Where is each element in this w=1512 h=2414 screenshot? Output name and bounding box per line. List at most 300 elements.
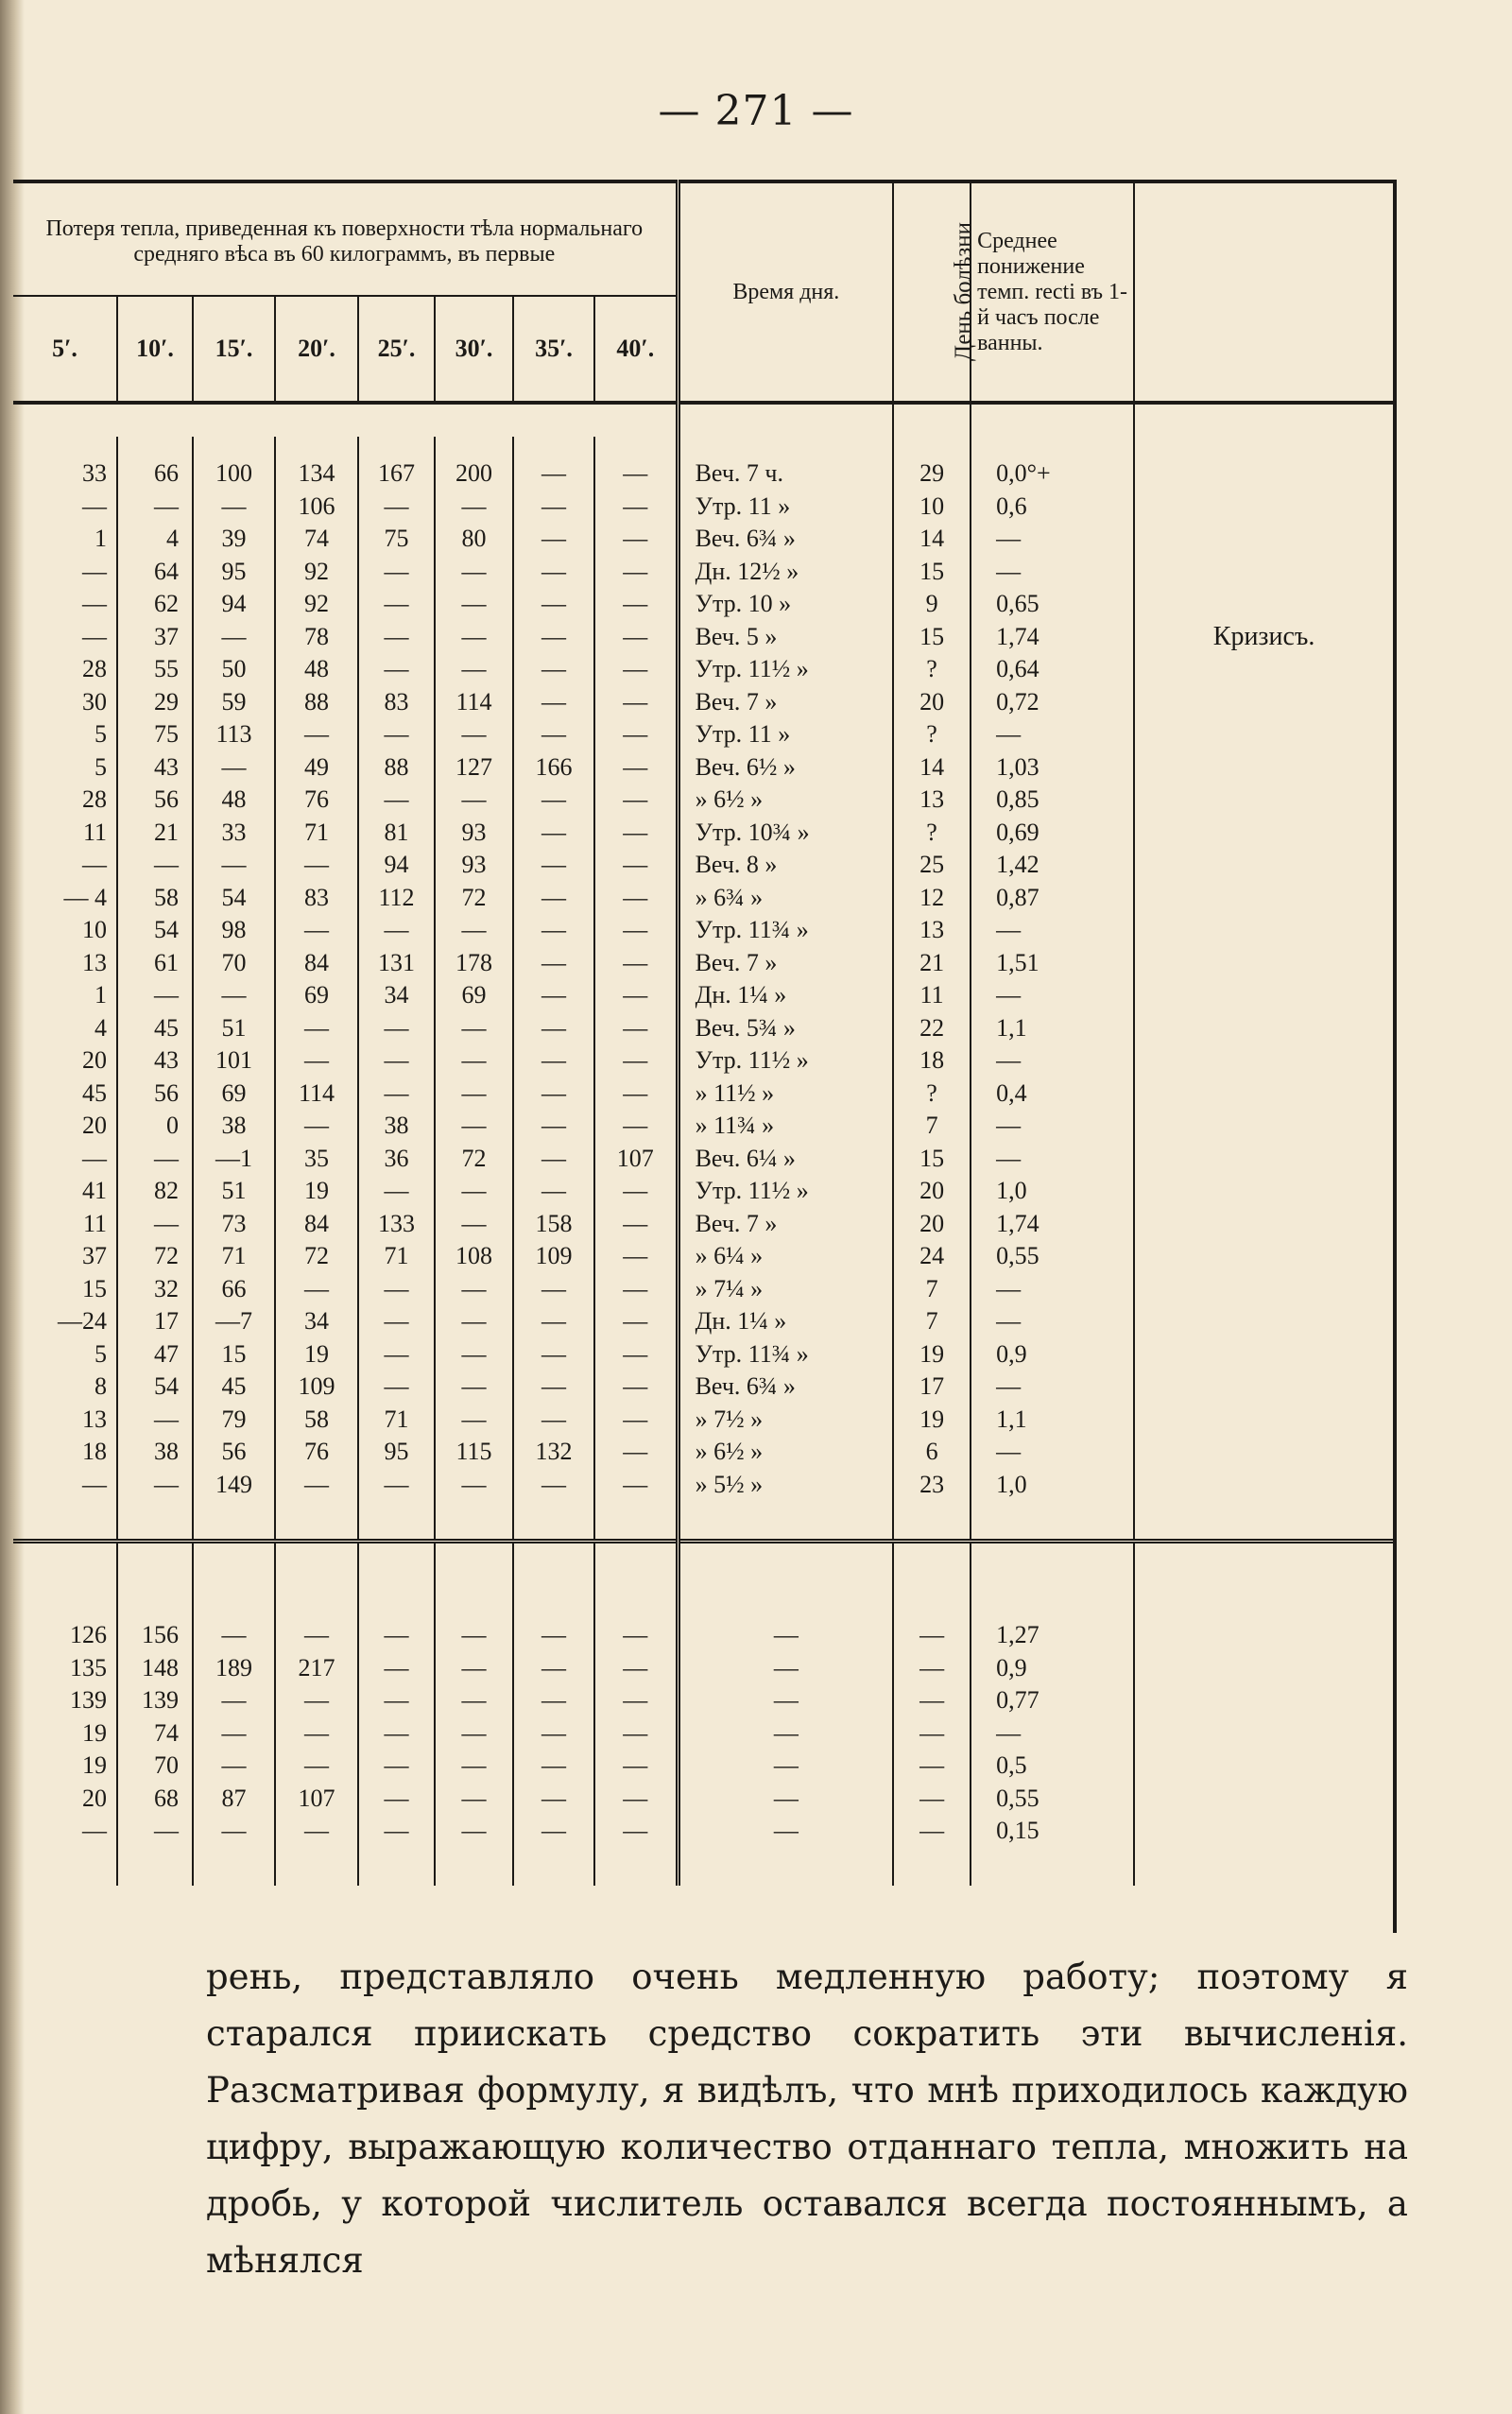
cell-minute-7: — bbox=[594, 1338, 678, 1371]
cell-minute-2: — bbox=[193, 621, 275, 654]
cell-minute-4: — bbox=[358, 1783, 435, 1816]
cell-temp-drop: — bbox=[971, 979, 1134, 1012]
cell-note bbox=[1134, 556, 1393, 589]
cell-minute-7: — bbox=[594, 556, 678, 589]
cell-day: 12 bbox=[893, 882, 971, 915]
table-row bbox=[13, 653, 1393, 686]
cell-temp-drop: — bbox=[971, 1717, 1134, 1750]
cell-minute-1: 70 bbox=[117, 1750, 193, 1783]
cell-minute-4: 88 bbox=[358, 751, 435, 785]
cell-minute-5: 72 bbox=[435, 882, 513, 915]
cell-minute-5: — bbox=[435, 588, 513, 621]
cell-minute-3: 92 bbox=[275, 588, 358, 621]
cell-minute-1: 82 bbox=[117, 1175, 193, 1208]
cell-minute-3: — bbox=[275, 1717, 358, 1750]
cell-minute-2: 51 bbox=[193, 1012, 275, 1045]
table-body-second bbox=[13, 1542, 1393, 1886]
cell-day: 11 bbox=[893, 979, 971, 1012]
cell-time: Утр. 11 » bbox=[678, 718, 893, 751]
cell-minute-1: 148 bbox=[117, 1652, 193, 1685]
cell-day: — bbox=[893, 1750, 971, 1783]
cell-minute-3: 106 bbox=[275, 491, 358, 524]
cell-minute-7: — bbox=[594, 1044, 678, 1078]
cell-minute-2: 100 bbox=[193, 457, 275, 491]
cell-minute-4: — bbox=[358, 1338, 435, 1371]
cell-minute-6: — bbox=[513, 1619, 594, 1652]
minute-header-2: 15′. bbox=[193, 296, 275, 403]
cell-minute-0: 11 bbox=[82, 818, 107, 846]
cell-time: Дн. 12½ » bbox=[678, 556, 893, 589]
cell-time: Веч. 5 » bbox=[678, 621, 893, 654]
cell-minute-3: — bbox=[275, 718, 358, 751]
cell-minute-7: — bbox=[594, 979, 678, 1012]
cell-minute-6: 158 bbox=[513, 1208, 594, 1241]
cell-time: » 6¼ » bbox=[678, 1240, 893, 1273]
cell-minute-1: — bbox=[117, 491, 193, 524]
cell-minute-5: — bbox=[435, 1469, 513, 1502]
cell-day: 20 bbox=[893, 1208, 971, 1241]
cell-note bbox=[1134, 588, 1393, 621]
row-spacer-end bbox=[13, 1848, 1393, 1886]
cell-minute-3: — bbox=[275, 914, 358, 947]
table-row bbox=[13, 1717, 1393, 1750]
table-row bbox=[13, 1815, 1393, 1848]
table-row bbox=[13, 1078, 1393, 1111]
cell-day: ? bbox=[893, 1078, 971, 1111]
cell-minute-1: 62 bbox=[117, 588, 193, 621]
cell-minute-7: — bbox=[594, 1717, 678, 1750]
cell-minute-1: 68 bbox=[117, 1783, 193, 1816]
cell-minute-1: 56 bbox=[117, 784, 193, 817]
cell-minute-0: 19 bbox=[82, 1751, 107, 1780]
cell-minute-1: 54 bbox=[117, 1371, 193, 1404]
cell-time: Веч. 7 » bbox=[678, 947, 893, 980]
cell-minute-1: 29 bbox=[117, 686, 193, 719]
table-row bbox=[13, 1469, 1393, 1502]
cell-day: 14 bbox=[893, 523, 971, 556]
cell-time: Дн. 1¼ » bbox=[678, 979, 893, 1012]
cell-minute-4: — bbox=[358, 1175, 435, 1208]
cell-minute-2: 66 bbox=[193, 1273, 275, 1306]
cell-minute-6: — bbox=[513, 1404, 594, 1437]
data-table bbox=[13, 180, 1393, 1933]
cell-temp-drop: 1,0 bbox=[971, 1469, 1134, 1502]
cell-minute-4: 36 bbox=[358, 1143, 435, 1176]
cell-minute-2: 51 bbox=[193, 1175, 275, 1208]
cell-temp-drop: 0,87 bbox=[971, 882, 1134, 915]
cell-minute-5: — bbox=[435, 1750, 513, 1783]
cell-minute-5: — bbox=[435, 1012, 513, 1045]
cell-time: » 7¼ » bbox=[678, 1273, 893, 1306]
table-right-frame bbox=[1393, 180, 1397, 1933]
cell-minute-5: 178 bbox=[435, 947, 513, 980]
cell-note bbox=[1134, 784, 1393, 817]
cell-minute-3: 71 bbox=[275, 817, 358, 850]
cell-time: — bbox=[678, 1815, 893, 1848]
cell-time: » 11¾ » bbox=[678, 1110, 893, 1143]
cell-temp-drop: 0,6 bbox=[971, 491, 1134, 524]
table-row bbox=[13, 1110, 1393, 1143]
cell-minute-2: — bbox=[193, 1717, 275, 1750]
cell-temp-drop: — bbox=[971, 1044, 1134, 1078]
cell-minute-2: 39 bbox=[193, 523, 275, 556]
minute-header-5: 30′. bbox=[435, 296, 513, 403]
cell-minute-3: — bbox=[275, 1469, 358, 1502]
cell-note bbox=[1134, 979, 1393, 1012]
cell-minute-4: 167 bbox=[358, 457, 435, 491]
cell-minute-6: — bbox=[513, 1371, 594, 1404]
cell-minute-4: — bbox=[358, 1371, 435, 1404]
cell-temp-drop: — bbox=[971, 1436, 1134, 1469]
cell-minute-4: — bbox=[358, 1717, 435, 1750]
table-row bbox=[13, 1338, 1393, 1371]
cell-minute-5: — bbox=[435, 1371, 513, 1404]
table-row bbox=[13, 556, 1393, 589]
cell-minute-5: — bbox=[435, 1815, 513, 1848]
cell-time: — bbox=[678, 1619, 893, 1652]
minute-header-7: 40′. bbox=[594, 296, 678, 403]
cell-minute-6: — bbox=[513, 849, 594, 882]
cell-minute-0: 28 bbox=[82, 655, 107, 683]
cell-minute-4: 133 bbox=[358, 1208, 435, 1241]
cell-minute-6: — bbox=[513, 556, 594, 589]
table-row bbox=[13, 588, 1393, 621]
table-row bbox=[13, 914, 1393, 947]
cell-minute-0: 8 bbox=[94, 1372, 107, 1401]
cell-time: » 6½ » bbox=[678, 784, 893, 817]
header-day-of-illness bbox=[893, 181, 977, 403]
cell-minute-5: — bbox=[435, 784, 513, 817]
table-row bbox=[13, 784, 1393, 817]
cell-time: — bbox=[678, 1652, 893, 1685]
cell-minute-3: 48 bbox=[275, 653, 358, 686]
cell-minute-5: — bbox=[435, 1110, 513, 1143]
cell-note bbox=[1134, 1652, 1393, 1685]
cell-minute-6: — bbox=[513, 1684, 594, 1717]
cell-temp-drop: — bbox=[971, 556, 1134, 589]
cell-temp-drop: — bbox=[971, 914, 1134, 947]
cell-minute-4: 112 bbox=[358, 882, 435, 915]
cell-minute-7: — bbox=[594, 1240, 678, 1273]
cell-minute-7: — bbox=[594, 653, 678, 686]
cell-minute-0: — bbox=[82, 1817, 107, 1845]
cell-minute-5: — bbox=[435, 1652, 513, 1685]
cell-time: » 6½ » bbox=[678, 1436, 893, 1469]
cell-minute-0: 30 bbox=[82, 687, 107, 716]
cell-minute-6: — bbox=[513, 1078, 594, 1111]
table-row bbox=[13, 1404, 1393, 1437]
cell-time: Утр. 11¾ » bbox=[678, 914, 893, 947]
cell-note bbox=[1134, 523, 1393, 556]
cell-minute-5: 72 bbox=[435, 1143, 513, 1176]
cell-minute-5: 108 bbox=[435, 1240, 513, 1273]
cell-minute-4: — bbox=[358, 1012, 435, 1045]
cell-day: 18 bbox=[893, 1044, 971, 1078]
cell-day: 15 bbox=[893, 556, 971, 589]
cell-day: 17 bbox=[893, 1371, 971, 1404]
cell-minute-2: 33 bbox=[193, 817, 275, 850]
cell-temp-drop: 1,74 bbox=[971, 1208, 1134, 1241]
cell-minute-5: — bbox=[435, 914, 513, 947]
cell-minute-6: — bbox=[513, 1273, 594, 1306]
cell-minute-1: 38 bbox=[117, 1436, 193, 1469]
cell-minute-2: — bbox=[193, 979, 275, 1012]
cell-time: Утр. 11½ » bbox=[678, 1044, 893, 1078]
cell-minute-4: — bbox=[358, 491, 435, 524]
cell-minute-6: — bbox=[513, 914, 594, 947]
cell-temp-drop: 0,55 bbox=[971, 1240, 1134, 1273]
cell-day: 7 bbox=[893, 1305, 971, 1338]
cell-day: 19 bbox=[893, 1404, 971, 1437]
table-row bbox=[13, 1750, 1393, 1783]
cell-temp-drop: 1,1 bbox=[971, 1404, 1134, 1437]
cell-minute-6: 166 bbox=[513, 751, 594, 785]
cell-minute-3: 19 bbox=[275, 1175, 358, 1208]
cell-minute-2: — bbox=[193, 1750, 275, 1783]
cell-minute-4: — bbox=[358, 1469, 435, 1502]
header-temp-drop: Среднее понижение темп. recti въ 1-й часъ после ванны. bbox=[971, 181, 1134, 403]
cell-temp-drop: — bbox=[971, 1305, 1134, 1338]
cell-minute-1: 54 bbox=[117, 914, 193, 947]
table-row bbox=[13, 1783, 1393, 1816]
cell-day: 6 bbox=[893, 1436, 971, 1469]
table-row bbox=[13, 817, 1393, 850]
cell-minute-7: — bbox=[594, 1175, 678, 1208]
cell-note bbox=[1134, 1012, 1393, 1045]
cell-temp-drop: 1,74 bbox=[971, 621, 1134, 654]
cell-minute-5: — bbox=[435, 491, 513, 524]
cell-minute-1: 66 bbox=[117, 457, 193, 491]
cell-minute-6: — bbox=[513, 1012, 594, 1045]
cell-note: Кризисъ. bbox=[1134, 621, 1393, 654]
cell-minute-4: 71 bbox=[358, 1404, 435, 1437]
cell-temp-drop: 0,15 bbox=[971, 1815, 1134, 1848]
table-row bbox=[13, 1044, 1393, 1078]
cell-temp-drop: — bbox=[971, 718, 1134, 751]
cell-day: 13 bbox=[893, 914, 971, 947]
cell-temp-drop: 0,9 bbox=[971, 1338, 1134, 1371]
cell-minute-6: — bbox=[513, 947, 594, 980]
cell-minute-6: — bbox=[513, 1469, 594, 1502]
cell-note bbox=[1134, 1208, 1393, 1241]
cell-minute-3: — bbox=[275, 1619, 358, 1652]
cell-minute-4: — bbox=[358, 556, 435, 589]
cell-minute-7: — bbox=[594, 914, 678, 947]
cell-minute-3: 107 bbox=[275, 1783, 358, 1816]
cell-minute-0: 18 bbox=[82, 1438, 107, 1466]
cell-minute-7: — bbox=[594, 751, 678, 785]
minute-header-3: 20′. bbox=[275, 296, 358, 403]
cell-minute-2: — bbox=[193, 1619, 275, 1652]
cell-minute-2: 70 bbox=[193, 947, 275, 980]
cell-minute-0: 5 bbox=[94, 752, 107, 781]
cell-temp-drop: 1,42 bbox=[971, 849, 1134, 882]
minute-header-4: 25′. bbox=[358, 296, 435, 403]
cell-minute-1: 21 bbox=[117, 817, 193, 850]
cell-minute-4: 94 bbox=[358, 849, 435, 882]
cell-minute-0: 5 bbox=[94, 1339, 107, 1368]
cell-minute-1: 75 bbox=[117, 718, 193, 751]
cell-minute-7: — bbox=[594, 1273, 678, 1306]
cell-minute-7: — bbox=[594, 686, 678, 719]
cell-minute-3: 76 bbox=[275, 784, 358, 817]
cell-minute-6: — bbox=[513, 491, 594, 524]
cell-note bbox=[1134, 947, 1393, 980]
cell-minute-2: 113 bbox=[193, 718, 275, 751]
table-row bbox=[13, 686, 1393, 719]
cell-minute-6: — bbox=[513, 523, 594, 556]
cell-day: 20 bbox=[893, 686, 971, 719]
cell-note bbox=[1134, 1619, 1393, 1652]
cell-minute-4: — bbox=[358, 653, 435, 686]
cell-minute-0: — bbox=[82, 557, 107, 585]
header-notes bbox=[1134, 181, 1393, 403]
cell-day: 15 bbox=[893, 621, 971, 654]
cell-minute-3: 69 bbox=[275, 979, 358, 1012]
cell-temp-drop: 0,9 bbox=[971, 1652, 1134, 1685]
cell-time: — bbox=[678, 1684, 893, 1717]
cell-minute-2: 149 bbox=[193, 1469, 275, 1502]
cell-minute-3: 84 bbox=[275, 947, 358, 980]
cell-note bbox=[1134, 1143, 1393, 1176]
cell-minute-6: — bbox=[513, 1175, 594, 1208]
cell-minute-2: 189 bbox=[193, 1652, 275, 1685]
cell-day: ? bbox=[893, 653, 971, 686]
cell-minute-6: — bbox=[513, 653, 594, 686]
cell-minute-7: — bbox=[594, 849, 678, 882]
cell-day: 23 bbox=[893, 1469, 971, 1502]
cell-minute-0: 1 bbox=[94, 525, 107, 553]
cell-minute-7: — bbox=[594, 1305, 678, 1338]
cell-note bbox=[1134, 1175, 1393, 1208]
cell-minute-2: — bbox=[193, 751, 275, 785]
page-number: — 271 — bbox=[658, 87, 854, 135]
table-row bbox=[13, 1436, 1393, 1469]
cell-minute-6: — bbox=[513, 784, 594, 817]
cell-minute-2: 98 bbox=[193, 914, 275, 947]
cell-minute-3: 34 bbox=[275, 1305, 358, 1338]
cell-note bbox=[1134, 1717, 1393, 1750]
cell-minute-3: — bbox=[275, 1012, 358, 1045]
cell-minute-5: 69 bbox=[435, 979, 513, 1012]
cell-temp-drop: 0,72 bbox=[971, 686, 1134, 719]
cell-minute-1: — bbox=[117, 849, 193, 882]
cell-minute-1: — bbox=[117, 1815, 193, 1848]
cell-minute-3: 49 bbox=[275, 751, 358, 785]
cell-minute-0: — bbox=[82, 590, 107, 618]
cell-temp-drop: 0,64 bbox=[971, 653, 1134, 686]
cell-time: Веч. 5¾ » bbox=[678, 1012, 893, 1045]
cell-minute-7: — bbox=[594, 457, 678, 491]
heat-loss-table bbox=[13, 180, 1393, 1886]
cell-minute-1: 37 bbox=[117, 621, 193, 654]
cell-minute-1: 74 bbox=[117, 1717, 193, 1750]
cell-note bbox=[1134, 1110, 1393, 1143]
cell-minute-6: — bbox=[513, 1750, 594, 1783]
cell-minute-4: — bbox=[358, 621, 435, 654]
cell-minute-4: — bbox=[358, 1273, 435, 1306]
cell-minute-7: — bbox=[594, 1815, 678, 1848]
cell-time: Утр. 11½ » bbox=[678, 1175, 893, 1208]
cell-minute-5: — bbox=[435, 1783, 513, 1816]
cell-minute-7: — bbox=[594, 1436, 678, 1469]
cell-minute-0: 126 bbox=[70, 1621, 107, 1649]
cell-note bbox=[1134, 1078, 1393, 1111]
cell-minute-1: 156 bbox=[117, 1619, 193, 1652]
cell-minute-7: — bbox=[594, 947, 678, 980]
cell-minute-3: — bbox=[275, 849, 358, 882]
cell-minute-3: 76 bbox=[275, 1436, 358, 1469]
cell-minute-4: 83 bbox=[358, 686, 435, 719]
cell-day: — bbox=[893, 1684, 971, 1717]
cell-day: ? bbox=[893, 817, 971, 850]
cell-minute-7: — bbox=[594, 523, 678, 556]
table-row bbox=[13, 1012, 1393, 1045]
cell-temp-drop: 1,1 bbox=[971, 1012, 1134, 1045]
cell-minute-6: — bbox=[513, 588, 594, 621]
cell-time: Дн. 1¼ » bbox=[678, 1305, 893, 1338]
cell-note bbox=[1134, 491, 1393, 524]
cell-time: » 5½ » bbox=[678, 1469, 893, 1502]
cell-minute-6: 109 bbox=[513, 1240, 594, 1273]
body-text: рень, представляло очень медленную работу; поэтому я старался приискать средство сократить эти вычисленія. Разсматривая формулу, я видѣлъ, что мнѣ приходилось каждую цифру, выражающую количество отданнаго тепла, множить на дробь, у которой числитель оставался всегда постояннымъ, а мѣнялся bbox=[206, 1957, 1408, 2281]
cell-minute-0: — 4 bbox=[63, 883, 107, 911]
cell-minute-5: 93 bbox=[435, 817, 513, 850]
table-row bbox=[13, 1175, 1393, 1208]
table-row bbox=[13, 1684, 1393, 1717]
cell-minute-7: 107 bbox=[594, 1143, 678, 1176]
cell-time: Веч. 6½ » bbox=[678, 751, 893, 785]
table-row bbox=[13, 491, 1393, 524]
cell-minute-3: 72 bbox=[275, 1240, 358, 1273]
cell-minute-0: — bbox=[82, 851, 107, 879]
cell-time: Веч. 8 » bbox=[678, 849, 893, 882]
cell-minute-0: 135 bbox=[70, 1653, 107, 1681]
cell-minute-7: — bbox=[594, 1110, 678, 1143]
cell-minute-7: — bbox=[594, 621, 678, 654]
cell-minute-6: — bbox=[513, 1044, 594, 1078]
cell-temp-drop: 0,0°+ bbox=[971, 457, 1134, 491]
cell-minute-7: — bbox=[594, 491, 678, 524]
table-row bbox=[13, 1305, 1393, 1338]
cell-minute-1: 64 bbox=[117, 556, 193, 589]
table-row bbox=[13, 523, 1393, 556]
cell-minute-1: 32 bbox=[117, 1273, 193, 1306]
cell-minute-3: — bbox=[275, 1044, 358, 1078]
cell-note bbox=[1134, 1815, 1393, 1848]
cell-minute-1: — bbox=[117, 1469, 193, 1502]
cell-note bbox=[1134, 914, 1393, 947]
minute-header-6: 35′. bbox=[513, 296, 594, 403]
table-row bbox=[13, 1652, 1393, 1685]
cell-minute-4: — bbox=[358, 784, 435, 817]
cell-minute-1: — bbox=[117, 979, 193, 1012]
cell-minute-2: 101 bbox=[193, 1044, 275, 1078]
cell-minute-5: 127 bbox=[435, 751, 513, 785]
cell-minute-4: 95 bbox=[358, 1436, 435, 1469]
cell-time: Утр. 10 » bbox=[678, 588, 893, 621]
cell-day: — bbox=[893, 1652, 971, 1685]
cell-day: 7 bbox=[893, 1110, 971, 1143]
cell-minute-1: 43 bbox=[117, 751, 193, 785]
cell-minute-2: — bbox=[193, 849, 275, 882]
cell-minute-5: — bbox=[435, 1717, 513, 1750]
cell-minute-2: 50 bbox=[193, 653, 275, 686]
cell-temp-drop: — bbox=[971, 1371, 1134, 1404]
cell-minute-7: — bbox=[594, 1619, 678, 1652]
cell-minute-7: — bbox=[594, 1012, 678, 1045]
cell-minute-4: 34 bbox=[358, 979, 435, 1012]
